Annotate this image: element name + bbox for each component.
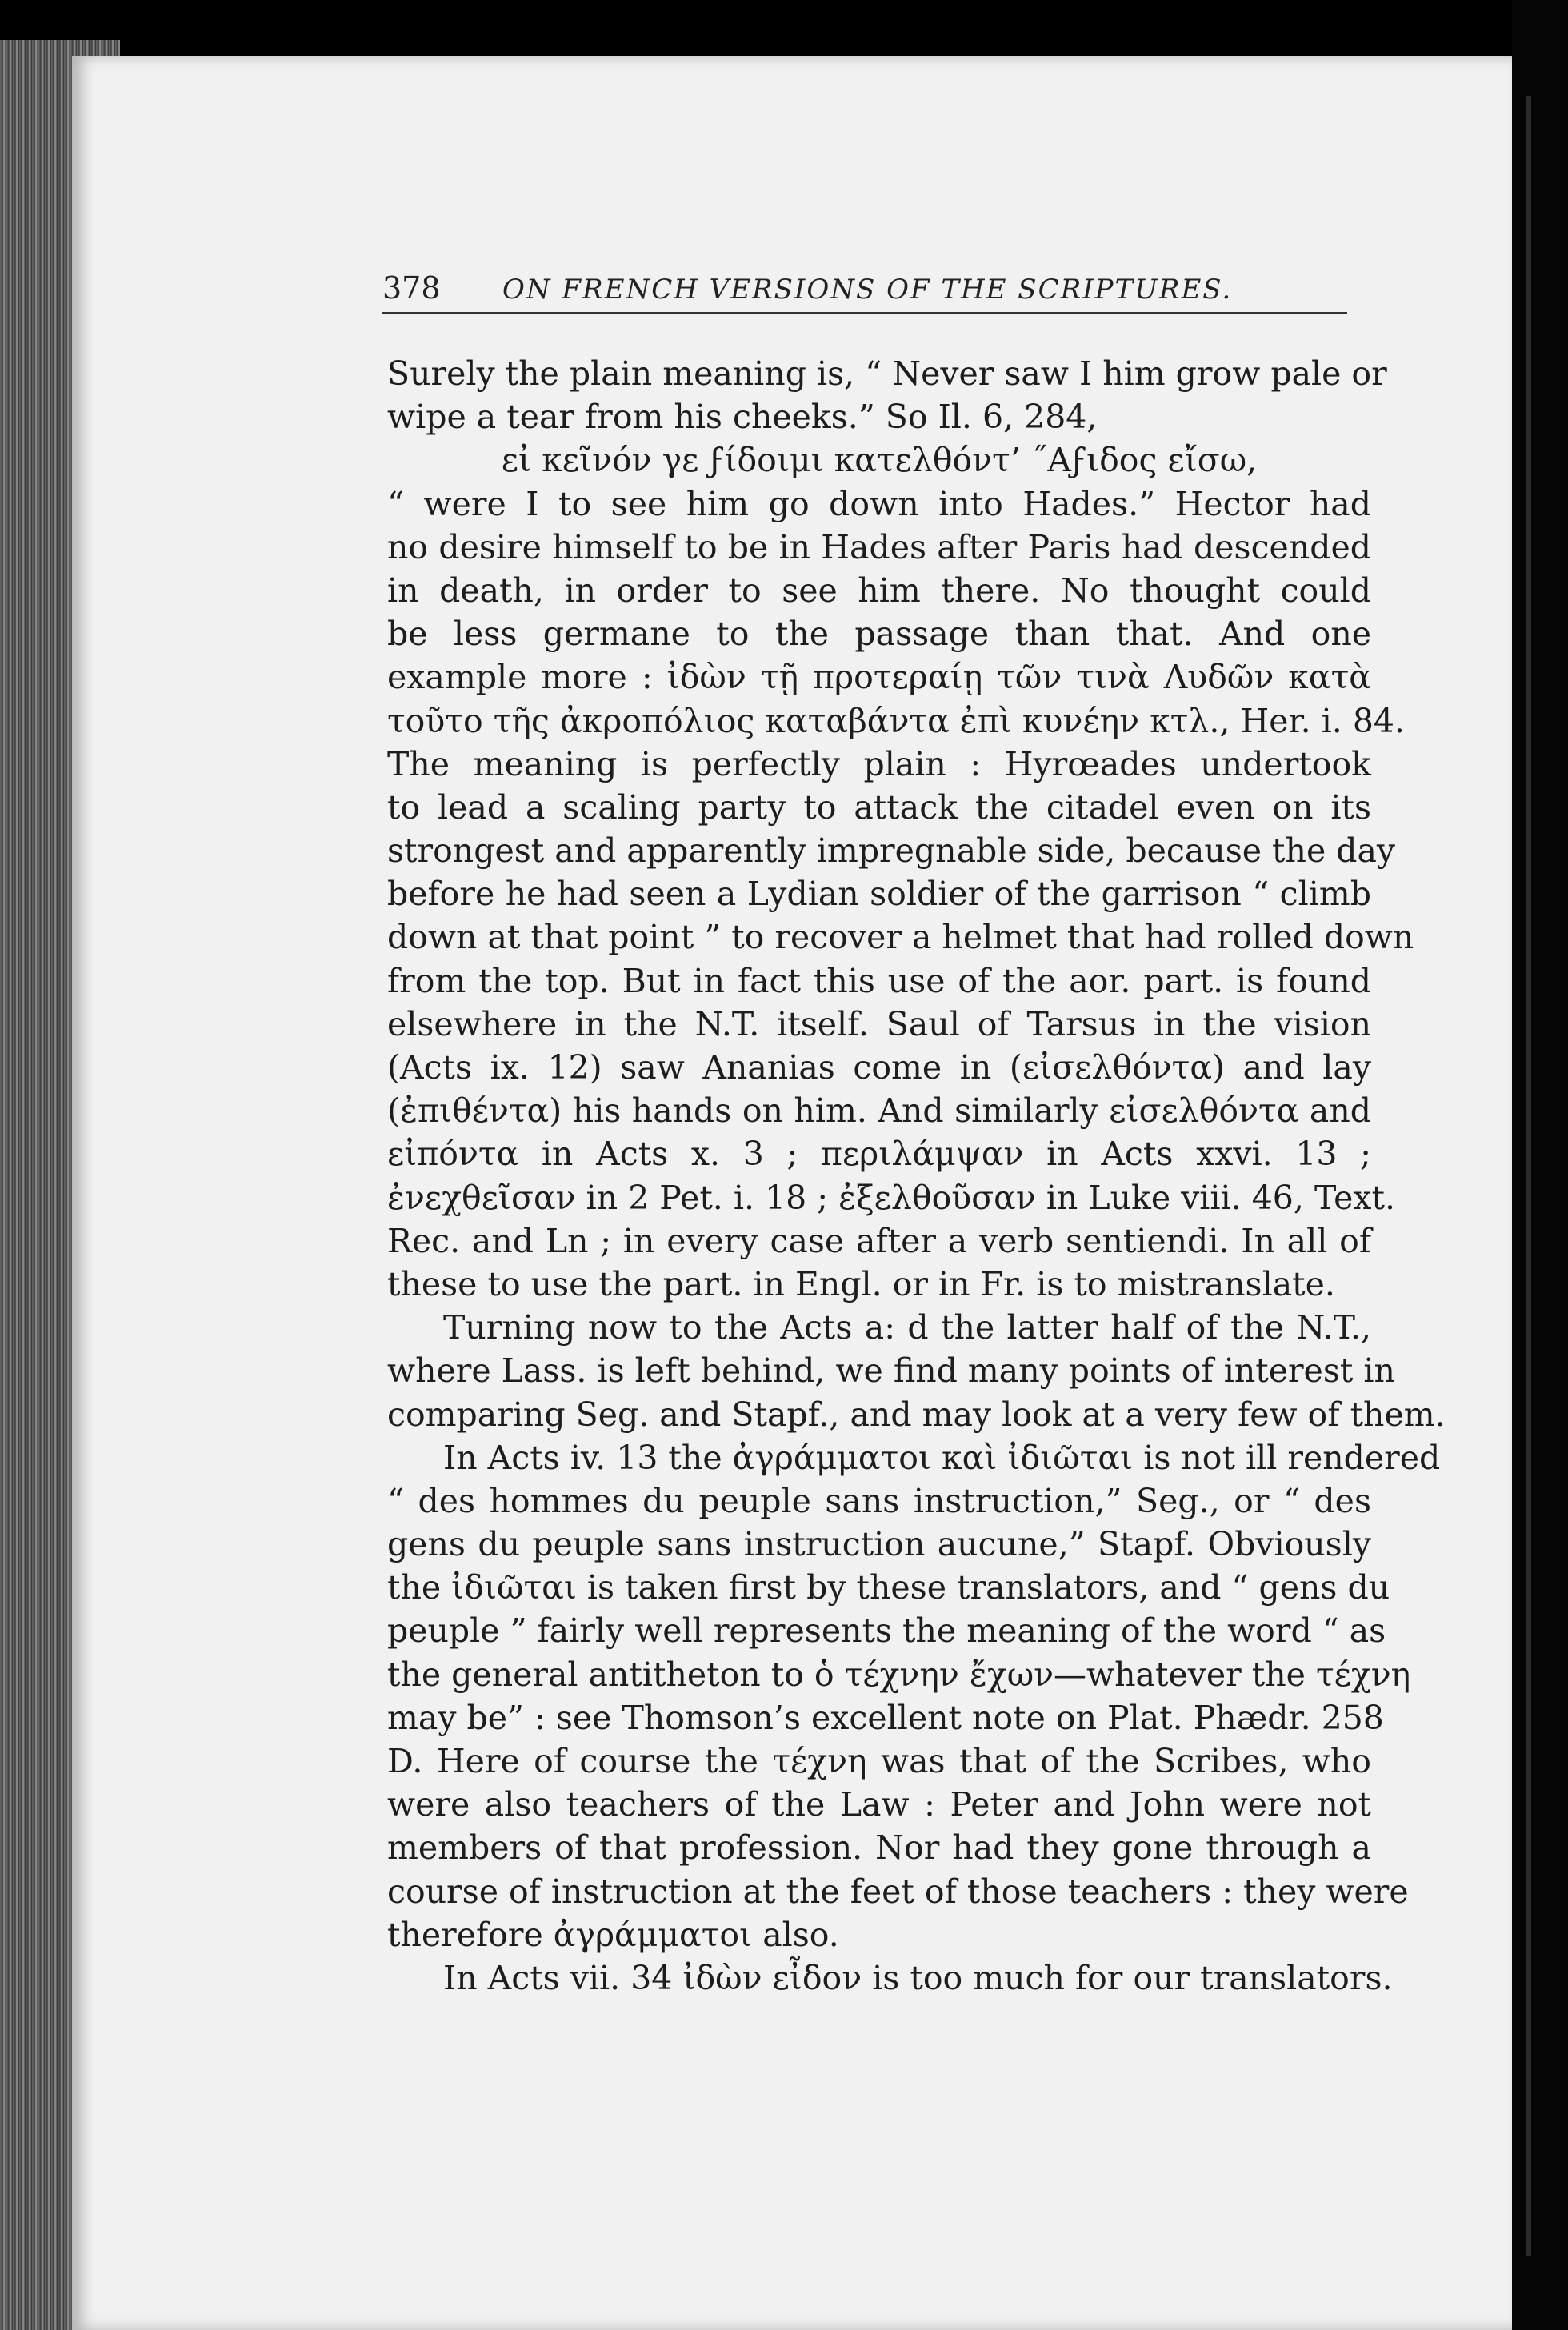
text-line: εἰ κεῖνόν γε ϝίδοιμι κατελθόντ’ ˝Αϝιδος εἴσω, — [501, 441, 1258, 480]
text-line: may be” : see Thomson’s excellent note on Plat. Phædr. 258 — [387, 1698, 1384, 1737]
text-line: no desire himself to be in Hades after Paris had descended — [387, 527, 1371, 566]
text-line: εἰπόντα in Acts x. 3 ; περιλάμψαν in Acts xxvi. 13 ; — [387, 1135, 1371, 1174]
text-line: to lead a scaling party to attack the citadel even on its — [387, 787, 1371, 827]
text-line: Rec. and Ln ; in every case after a verb sentiendi. In all of — [387, 1221, 1371, 1260]
text-line: (ἐπιθέντα) his hands on him. And similarly εἰσελθόντα and — [387, 1091, 1371, 1131]
text-line: In Acts iv. 13 the ἀγράμματοι καὶ ἰδιῶται is not ill rendered — [443, 1438, 1441, 1477]
text-line: therefore ἀγράμματοι also. — [387, 1915, 839, 1954]
text-line: example more : ἰδὼν τῇ προτεραίῃ τῶν τινὰ Λυδῶν κατὰ — [387, 658, 1371, 697]
text-line: peuple ” fairly well represents the meaning of the word “ as — [387, 1611, 1386, 1651]
text-line: where Lass. is left behind, we find many points of interest in — [387, 1351, 1395, 1391]
text-line: were also teachers of the Law : Peter and John were not — [387, 1785, 1371, 1824]
text-line: τοῦτο τῆς ἀκροπόλιος καταβάντα ἐπὶ κυνέην κτλ., Her. i. 84. — [387, 701, 1406, 740]
text-line: the ἰδιῶται is taken first by these translators, and “ gens du — [387, 1568, 1390, 1607]
text-line: The meaning is perfectly plain : Hyrœades undertook — [387, 744, 1371, 783]
text-line: (Acts ix. 12) saw Ananias come in (εἰσελθόντα) and lay — [387, 1048, 1371, 1087]
text-line: comparing Seg. and Stapf., and may look at a very few of them. — [387, 1395, 1446, 1434]
text-line: wipe a tear from his cheeks.” So Il. 6, 284, — [387, 398, 1098, 437]
next-page-edge — [1512, 0, 1568, 2330]
text-line: these to use the part. in Engl. or in Fr. is to mistranslate. — [387, 1264, 1335, 1303]
text-line: before he had seen a Lydian soldier of the garrison “ climb — [387, 875, 1371, 914]
text-line: be less germane to the passage than that. And one — [387, 615, 1371, 654]
text-line: strongest and apparently impregnable side, because the day — [387, 831, 1396, 871]
text-line: “ des hommes du peuple sans instruction,” Seg., or “ des — [387, 1481, 1371, 1520]
text-line: elsewhere in the N.T. itself. Saul of Tarsus in the vision — [387, 1004, 1371, 1043]
running-title: ON FRENCH VERSIONS OF THE SCRIPTURES. — [502, 274, 1233, 306]
text-line: gens du peuple sans instruction aucune,” Stapf. Obviously — [387, 1525, 1371, 1564]
page-header — [382, 264, 1347, 314]
text-line: in death, in order to see him there. No thought could — [387, 570, 1371, 610]
text-line: members of that profession. Nor had they gone through a — [387, 1828, 1371, 1868]
body-text — [387, 352, 1446, 2000]
text-line: ἐνεχθεῖσαν in 2 Pet. i. 18 ; ἐξελθοῦσαν in Luke viii. 46, Text. — [387, 1178, 1396, 1217]
text-line: down at that point ” to recover a helmet that had rolled down — [387, 918, 1414, 957]
text-line: “ were I to see him go down into Hades.” Hector had — [387, 484, 1371, 523]
page-number: 378 — [382, 270, 441, 306]
text-line: D. Here of course the τέχνη was that of the Scribes, who — [387, 1742, 1371, 1780]
text-line: Turning now to the Acts a: d the latter half of the N.T., — [443, 1308, 1371, 1347]
text-line: the general antitheton to ὁ τέχνην ἔχων—whatever the τέχνη — [387, 1655, 1411, 1694]
text-line: from the top. But in fact this use of the aor. part. is found — [387, 961, 1371, 1000]
text-line: course of instruction at the feet of those teachers : they were — [387, 1872, 1409, 1911]
text-line: In Acts vii. 34 ἰδὼν εἶδον is too much for our translators. — [443, 1958, 1393, 1997]
text-line: Surely the plain meaning is, “ Never saw I him grow pale or — [387, 354, 1387, 393]
